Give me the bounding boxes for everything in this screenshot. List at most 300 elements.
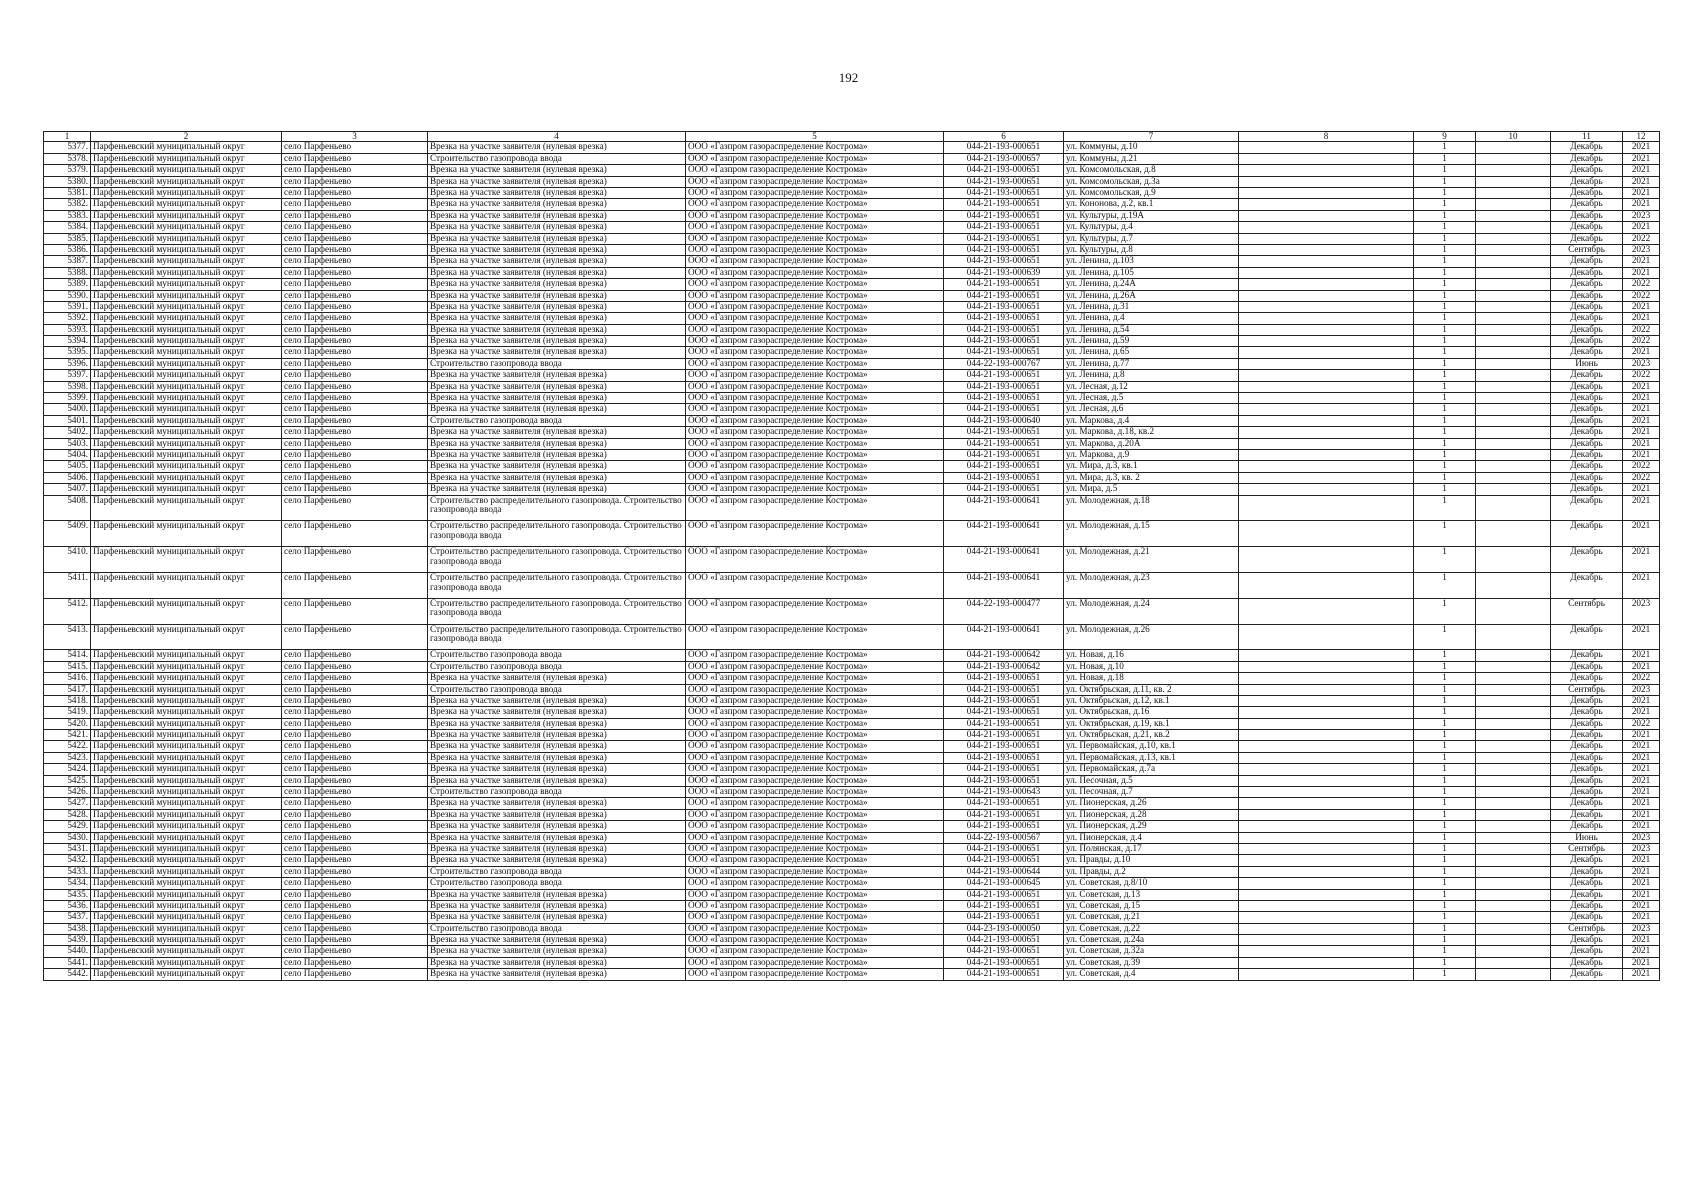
cell-address: ул. Ленина, д.24А <box>1064 279 1239 290</box>
cell-col-8 <box>1239 313 1414 324</box>
cell-work-type: Врезка на участке заявителя (нулевая врезка) <box>428 484 686 495</box>
cell-work-type: Врезка на участке заявителя (нулевая врезка) <box>428 404 686 415</box>
cell-organization: ООО «Газпром газораспределение Кострома» <box>686 741 944 752</box>
cell-settlement: село Парфеньево <box>282 188 428 199</box>
cell-work-type: Строительство распределительного газопровода. Строительство газопровода ввода <box>428 598 686 624</box>
cell-year: 2021 <box>1623 866 1660 877</box>
cell-month: Декабрь <box>1551 730 1623 741</box>
cell-col-10 <box>1476 461 1551 472</box>
cell-organization: ООО «Газпром газораспределение Кострома» <box>686 495 944 521</box>
cell-year: 2022 <box>1623 718 1660 729</box>
cell-registry-number: 044-21-193-000651 <box>944 427 1064 438</box>
cell-settlement: село Парфеньево <box>282 210 428 221</box>
cell-year: 2021 <box>1623 650 1660 661</box>
cell-month: Декабрь <box>1551 222 1623 233</box>
cell-month: Декабрь <box>1551 142 1623 153</box>
table-row <box>44 661 1660 672</box>
cell-month: Декабрь <box>1551 946 1623 957</box>
cell-year: 2021 <box>1623 199 1660 210</box>
cell-municipality: Парфеньевский муниципальный округ <box>91 661 282 672</box>
table-row <box>44 855 1660 866</box>
cell-month: Декабрь <box>1551 809 1623 820</box>
cell-col-8 <box>1239 821 1414 832</box>
cell-col-10 <box>1476 673 1551 684</box>
cell-row-number: 5388. <box>44 267 91 278</box>
cell-month: Декабрь <box>1551 661 1623 672</box>
cell-year: 2021 <box>1623 495 1660 521</box>
cell-year: 2022 <box>1623 290 1660 301</box>
cell-col-10 <box>1476 188 1551 199</box>
cell-registry-number: 044-21-193-000641 <box>944 547 1064 573</box>
cell-quantity: 1 <box>1414 809 1476 820</box>
cell-col-8 <box>1239 855 1414 866</box>
cell-registry-number: 044-21-193-000657 <box>944 153 1064 164</box>
cell-col-10 <box>1476 290 1551 301</box>
cell-address: ул. Октябрьская, д.12, кв.1 <box>1064 695 1239 706</box>
table-row <box>44 521 1660 547</box>
cell-row-number: 5420. <box>44 718 91 729</box>
cell-organization: ООО «Газпром газораспределение Кострома» <box>686 347 944 358</box>
cell-col-8 <box>1239 165 1414 176</box>
cell-organization: ООО «Газпром газораспределение Кострома» <box>686 598 944 624</box>
cell-quantity: 1 <box>1414 673 1476 684</box>
cell-row-number: 5382. <box>44 199 91 210</box>
cell-month: Декабрь <box>1551 176 1623 187</box>
cell-registry-number: 044-21-193-000651 <box>944 188 1064 199</box>
column-number-5: 5 <box>686 132 944 142</box>
cell-address: ул. Лесная, д.12 <box>1064 381 1239 392</box>
cell-col-8 <box>1239 752 1414 763</box>
cell-registry-number: 044-21-193-000651 <box>944 764 1064 775</box>
cell-organization: ООО «Газпром газораспределение Кострома» <box>686 673 944 684</box>
table-row <box>44 695 1660 706</box>
cell-organization: ООО «Газпром газораспределение Кострома» <box>686 381 944 392</box>
cell-row-number: 5385. <box>44 233 91 244</box>
cell-col-10 <box>1476 427 1551 438</box>
table-row <box>44 461 1660 472</box>
cell-col-8 <box>1239 199 1414 210</box>
cell-quantity: 1 <box>1414 381 1476 392</box>
table-row <box>44 843 1660 854</box>
cell-municipality: Парфеньевский муниципальный округ <box>91 707 282 718</box>
cell-address: ул. Ленина, д.31 <box>1064 301 1239 312</box>
cell-registry-number: 044-21-193-000651 <box>944 347 1064 358</box>
table-row <box>44 347 1660 358</box>
cell-year: 2021 <box>1623 393 1660 404</box>
cell-settlement: село Парфеньево <box>282 866 428 877</box>
cell-col-10 <box>1476 764 1551 775</box>
cell-address: ул. Мира, д.5 <box>1064 484 1239 495</box>
cell-month: Декабрь <box>1551 313 1623 324</box>
cell-quantity: 1 <box>1414 889 1476 900</box>
cell-year: 2022 <box>1623 673 1660 684</box>
table-row <box>44 866 1660 877</box>
cell-registry-number: 044-21-193-000651 <box>944 752 1064 763</box>
cell-quantity: 1 <box>1414 484 1476 495</box>
cell-year: 2021 <box>1623 176 1660 187</box>
cell-month: Июнь <box>1551 358 1623 369</box>
cell-work-type: Врезка на участке заявителя (нулевая врезка) <box>428 472 686 483</box>
cell-month: Декабрь <box>1551 969 1623 980</box>
cell-col-8 <box>1239 673 1414 684</box>
cell-quantity: 1 <box>1414 695 1476 706</box>
cell-year: 2023 <box>1623 244 1660 255</box>
cell-address: ул. Маркова, д.18, кв.2 <box>1064 427 1239 438</box>
cell-registry-number: 044-21-193-000651 <box>944 256 1064 267</box>
cell-organization: ООО «Газпром газораспределение Кострома» <box>686 969 944 980</box>
table-row <box>44 165 1660 176</box>
cell-registry-number: 044-21-193-000651 <box>944 142 1064 153</box>
cell-municipality: Парфеньевский муниципальный округ <box>91 650 282 661</box>
cell-col-8 <box>1239 843 1414 854</box>
cell-work-type: Врезка на участке заявителя (нулевая врезка) <box>428 764 686 775</box>
cell-work-type: Строительство распределительного газопровода. Строительство газопровода ввода <box>428 624 686 650</box>
table-row <box>44 650 1660 661</box>
cell-municipality: Парфеньевский муниципальный округ <box>91 809 282 820</box>
cell-address: ул. Комсомольская, д.8 <box>1064 165 1239 176</box>
cell-registry-number: 044-21-193-000651 <box>944 912 1064 923</box>
table-row <box>44 199 1660 210</box>
cell-municipality: Парфеньевский муниципальный округ <box>91 752 282 763</box>
cell-organization: ООО «Газпром газораспределение Кострома» <box>686 821 944 832</box>
cell-municipality: Парфеньевский муниципальный округ <box>91 313 282 324</box>
cell-quantity: 1 <box>1414 718 1476 729</box>
cell-quantity: 1 <box>1414 957 1476 968</box>
cell-municipality: Парфеньевский муниципальный округ <box>91 142 282 153</box>
cell-col-10 <box>1476 843 1551 854</box>
column-number-11: 11 <box>1551 132 1623 142</box>
cell-work-type: Врезка на участке заявителя (нулевая врезка) <box>428 210 686 221</box>
cell-municipality: Парфеньевский муниципальный округ <box>91 843 282 854</box>
cell-registry-number: 044-21-193-000651 <box>944 957 1064 968</box>
cell-settlement: село Парфеньево <box>282 821 428 832</box>
cell-col-10 <box>1476 775 1551 786</box>
cell-col-8 <box>1239 764 1414 775</box>
cell-year: 2021 <box>1623 381 1660 392</box>
cell-address: ул. Молодежная, д.18 <box>1064 495 1239 521</box>
table-row <box>44 381 1660 392</box>
cell-work-type: Врезка на участке заявителя (нулевая врезка) <box>428 935 686 946</box>
cell-registry-number: 044-21-193-000651 <box>944 290 1064 301</box>
cell-year: 2022 <box>1623 324 1660 335</box>
cell-registry-number: 044-21-193-000651 <box>944 336 1064 347</box>
cell-col-10 <box>1476 381 1551 392</box>
cell-municipality: Парфеньевский муниципальный округ <box>91 427 282 438</box>
cell-municipality: Парфеньевский муниципальный округ <box>91 256 282 267</box>
cell-municipality: Парфеньевский муниципальный округ <box>91 176 282 187</box>
table-row <box>44 684 1660 695</box>
cell-organization: ООО «Газпром газораспределение Кострома» <box>686 730 944 741</box>
cell-row-number: 5408. <box>44 495 91 521</box>
cell-year: 2021 <box>1623 267 1660 278</box>
cell-address: ул. Культуры, д.4 <box>1064 222 1239 233</box>
cell-work-type: Строительство газопровода ввода <box>428 650 686 661</box>
cell-settlement: село Парфеньево <box>282 889 428 900</box>
cell-municipality: Парфеньевский муниципальный округ <box>91 199 282 210</box>
cell-month: Декабрь <box>1551 673 1623 684</box>
cell-year: 2021 <box>1623 730 1660 741</box>
cell-col-10 <box>1476 404 1551 415</box>
cell-year: 2021 <box>1623 889 1660 900</box>
cell-settlement: село Парфеньево <box>282 650 428 661</box>
cell-registry-number: 044-21-193-000642 <box>944 650 1064 661</box>
cell-registry-number: 044-21-193-000651 <box>944 843 1064 854</box>
cell-registry-number: 044-22-193-000767 <box>944 358 1064 369</box>
cell-month: Декабрь <box>1551 370 1623 381</box>
cell-row-number: 5414. <box>44 650 91 661</box>
cell-organization: ООО «Газпром газораспределение Кострома» <box>686 199 944 210</box>
cell-year: 2021 <box>1623 222 1660 233</box>
cell-col-8 <box>1239 957 1414 968</box>
cell-col-8 <box>1239 650 1414 661</box>
cell-year: 2021 <box>1623 752 1660 763</box>
cell-municipality: Парфеньевский муниципальный округ <box>91 900 282 911</box>
table-row <box>44 832 1660 843</box>
cell-municipality: Парфеньевский муниципальный округ <box>91 969 282 980</box>
cell-organization: ООО «Газпром газораспределение Кострома» <box>686 572 944 598</box>
cell-col-10 <box>1476 484 1551 495</box>
cell-address: ул. Советская, д.21 <box>1064 912 1239 923</box>
cell-col-10 <box>1476 855 1551 866</box>
cell-settlement: село Парфеньево <box>282 946 428 957</box>
cell-work-type: Врезка на участке заявителя (нулевая врезка) <box>428 957 686 968</box>
cell-row-number: 5404. <box>44 449 91 460</box>
cell-settlement: село Парфеньево <box>282 764 428 775</box>
cell-work-type: Врезка на участке заявителя (нулевая врезка) <box>428 775 686 786</box>
cell-municipality: Парфеньевский муниципальный округ <box>91 415 282 426</box>
cell-settlement: село Парфеньево <box>282 256 428 267</box>
cell-quantity: 1 <box>1414 415 1476 426</box>
table-body <box>44 142 1660 980</box>
cell-month: Декабрь <box>1551 393 1623 404</box>
cell-month: Декабрь <box>1551 438 1623 449</box>
cell-row-number: 5405. <box>44 461 91 472</box>
cell-col-8 <box>1239 461 1414 472</box>
cell-row-number: 5409. <box>44 521 91 547</box>
cell-address: ул. Октябрьская, д.16 <box>1064 707 1239 718</box>
cell-row-number: 5426. <box>44 787 91 798</box>
cell-municipality: Парфеньевский муниципальный округ <box>91 923 282 934</box>
cell-municipality: Парфеньевский муниципальный округ <box>91 521 282 547</box>
cell-address: ул. Молодежная, д.23 <box>1064 572 1239 598</box>
cell-month: Июнь <box>1551 832 1623 843</box>
cell-col-10 <box>1476 624 1551 650</box>
cell-municipality: Парфеньевский муниципальный округ <box>91 718 282 729</box>
cell-col-8 <box>1239 233 1414 244</box>
cell-row-number: 5400. <box>44 404 91 415</box>
cell-col-8 <box>1239 336 1414 347</box>
cell-settlement: село Парфеньево <box>282 923 428 934</box>
cell-municipality: Парфеньевский муниципальный округ <box>91 572 282 598</box>
cell-col-10 <box>1476 798 1551 809</box>
table-row <box>44 752 1660 763</box>
cell-year: 2021 <box>1623 547 1660 573</box>
cell-quantity: 1 <box>1414 153 1476 164</box>
cell-col-10 <box>1476 165 1551 176</box>
cell-registry-number: 044-21-193-000651 <box>944 393 1064 404</box>
table-row <box>44 900 1660 911</box>
cell-settlement: село Парфеньево <box>282 969 428 980</box>
cell-row-number: 5403. <box>44 438 91 449</box>
cell-quantity: 1 <box>1414 521 1476 547</box>
cell-address: ул. Пионерская, д.29 <box>1064 821 1239 832</box>
cell-year: 2021 <box>1623 165 1660 176</box>
cell-row-number: 5421. <box>44 730 91 741</box>
cell-registry-number: 044-21-193-000651 <box>944 279 1064 290</box>
cell-registry-number: 044-21-193-000640 <box>944 415 1064 426</box>
cell-col-8 <box>1239 547 1414 573</box>
cell-col-8 <box>1239 347 1414 358</box>
cell-month: Декабрь <box>1551 821 1623 832</box>
cell-work-type: Врезка на участке заявителя (нулевая врезка) <box>428 809 686 820</box>
cell-address: ул. Кононова, д.2, кв.1 <box>1064 199 1239 210</box>
cell-organization: ООО «Газпром газораспределение Кострома» <box>686 358 944 369</box>
cell-address: ул. Пионерская, д.26 <box>1064 798 1239 809</box>
cell-row-number: 5386. <box>44 244 91 255</box>
cell-row-number: 5416. <box>44 673 91 684</box>
cell-quantity: 1 <box>1414 165 1476 176</box>
cell-month: Сентябрь <box>1551 923 1623 934</box>
cell-col-10 <box>1476 684 1551 695</box>
cell-work-type: Врезка на участке заявителя (нулевая врезка) <box>428 707 686 718</box>
cell-municipality: Парфеньевский муниципальный округ <box>91 730 282 741</box>
cell-registry-number: 044-21-193-000651 <box>944 707 1064 718</box>
cell-address: ул. Пионерская, д.4 <box>1064 832 1239 843</box>
cell-organization: ООО «Газпром газораспределение Кострома» <box>686 153 944 164</box>
cell-settlement: село Парфеньево <box>282 878 428 889</box>
cell-registry-number: 044-21-193-000651 <box>944 233 1064 244</box>
cell-address: ул. Маркова, д.4 <box>1064 415 1239 426</box>
cell-col-10 <box>1476 153 1551 164</box>
cell-year: 2021 <box>1623 484 1660 495</box>
cell-col-10 <box>1476 598 1551 624</box>
cell-registry-number: 044-21-193-000645 <box>944 878 1064 889</box>
cell-month: Декабрь <box>1551 449 1623 460</box>
cell-address: ул. Октябрьская, д.19, кв.1 <box>1064 718 1239 729</box>
cell-municipality: Парфеньевский муниципальный округ <box>91 547 282 573</box>
cell-registry-number: 044-21-193-000651 <box>944 900 1064 911</box>
cell-month: Декабрь <box>1551 267 1623 278</box>
cell-col-8 <box>1239 256 1414 267</box>
cell-quantity: 1 <box>1414 684 1476 695</box>
cell-registry-number: 044-21-193-000651 <box>944 741 1064 752</box>
cell-col-8 <box>1239 267 1414 278</box>
cell-month: Декабрь <box>1551 707 1623 718</box>
cell-address: ул. Молодежная, д.26 <box>1064 624 1239 650</box>
cell-municipality: Парфеньевский муниципальный округ <box>91 244 282 255</box>
cell-address: ул. Ленина, д.103 <box>1064 256 1239 267</box>
cell-col-8 <box>1239 923 1414 934</box>
cell-settlement: село Парфеньево <box>282 661 428 672</box>
cell-row-number: 5434. <box>44 878 91 889</box>
cell-year: 2021 <box>1623 878 1660 889</box>
cell-row-number: 5437. <box>44 912 91 923</box>
cell-work-type: Врезка на участке заявителя (нулевая врезка) <box>428 438 686 449</box>
cell-municipality: Парфеньевский муниципальный округ <box>91 165 282 176</box>
cell-settlement: село Парфеньево <box>282 358 428 369</box>
table-row <box>44 358 1660 369</box>
cell-month: Декабрь <box>1551 336 1623 347</box>
table-row <box>44 210 1660 221</box>
cell-col-8 <box>1239 832 1414 843</box>
cell-address: ул. Советская, д.15 <box>1064 900 1239 911</box>
cell-registry-number: 044-21-193-000639 <box>944 267 1064 278</box>
cell-col-10 <box>1476 370 1551 381</box>
cell-municipality: Парфеньевский муниципальный округ <box>91 324 282 335</box>
cell-quantity: 1 <box>1414 572 1476 598</box>
cell-work-type: Строительство газопровода ввода <box>428 415 686 426</box>
cell-address: ул. Октябрьская, д.21, кв.2 <box>1064 730 1239 741</box>
cell-registry-number: 044-21-193-000644 <box>944 866 1064 877</box>
cell-municipality: Парфеньевский муниципальный округ <box>91 347 282 358</box>
cell-address: ул. Молодежная, д.21 <box>1064 547 1239 573</box>
cell-col-8 <box>1239 393 1414 404</box>
table-row <box>44 370 1660 381</box>
cell-work-type: Врезка на участке заявителя (нулевая врезка) <box>428 347 686 358</box>
cell-col-10 <box>1476 752 1551 763</box>
cell-organization: ООО «Газпром газораспределение Кострома» <box>686 923 944 934</box>
cell-col-8 <box>1239 176 1414 187</box>
cell-year: 2021 <box>1623 957 1660 968</box>
cell-municipality: Парфеньевский муниципальный округ <box>91 673 282 684</box>
cell-quantity: 1 <box>1414 912 1476 923</box>
cell-col-10 <box>1476 336 1551 347</box>
cell-month: Декабрь <box>1551 650 1623 661</box>
cell-quantity: 1 <box>1414 741 1476 752</box>
cell-col-10 <box>1476 256 1551 267</box>
cell-settlement: село Парфеньево <box>282 393 428 404</box>
cell-quantity: 1 <box>1414 199 1476 210</box>
cell-settlement: село Парфеньево <box>282 472 428 483</box>
cell-municipality: Парфеньевский муниципальный округ <box>91 764 282 775</box>
cell-address: ул. Ленина, д.4 <box>1064 313 1239 324</box>
cell-quantity: 1 <box>1414 267 1476 278</box>
cell-organization: ООО «Газпром газораспределение Кострома» <box>686 946 944 957</box>
cell-registry-number: 044-21-193-000651 <box>944 855 1064 866</box>
cell-municipality: Парфеньевский муниципальный округ <box>91 598 282 624</box>
cell-work-type: Врезка на участке заявителя (нулевая врезка) <box>428 461 686 472</box>
cell-municipality: Парфеньевский муниципальный округ <box>91 821 282 832</box>
cell-settlement: село Парфеньево <box>282 752 428 763</box>
cell-settlement: село Парфеньево <box>282 495 428 521</box>
cell-year: 2021 <box>1623 624 1660 650</box>
column-number-9: 9 <box>1414 132 1476 142</box>
cell-col-10 <box>1476 878 1551 889</box>
cell-col-10 <box>1476 809 1551 820</box>
cell-month: Декабрь <box>1551 775 1623 786</box>
cell-quantity: 1 <box>1414 438 1476 449</box>
cell-col-8 <box>1239 210 1414 221</box>
cell-settlement: село Парфеньево <box>282 404 428 415</box>
cell-settlement: село Парфеньево <box>282 301 428 312</box>
cell-col-8 <box>1239 449 1414 460</box>
cell-municipality: Парфеньевский муниципальный округ <box>91 912 282 923</box>
cell-row-number: 5378. <box>44 153 91 164</box>
cell-col-10 <box>1476 495 1551 521</box>
cell-year: 2021 <box>1623 347 1660 358</box>
cell-col-10 <box>1476 695 1551 706</box>
cell-work-type: Врезка на участке заявителя (нулевая врезка) <box>428 695 686 706</box>
cell-row-number: 5429. <box>44 821 91 832</box>
cell-quantity: 1 <box>1414 624 1476 650</box>
cell-year: 2021 <box>1623 946 1660 957</box>
cell-settlement: село Парфеньево <box>282 222 428 233</box>
cell-registry-number: 044-21-193-000651 <box>944 935 1064 946</box>
cell-work-type: Врезка на участке заявителя (нулевая врезка) <box>428 730 686 741</box>
cell-settlement: село Парфеньево <box>282 832 428 843</box>
cell-row-number: 5407. <box>44 484 91 495</box>
cell-col-10 <box>1476 741 1551 752</box>
